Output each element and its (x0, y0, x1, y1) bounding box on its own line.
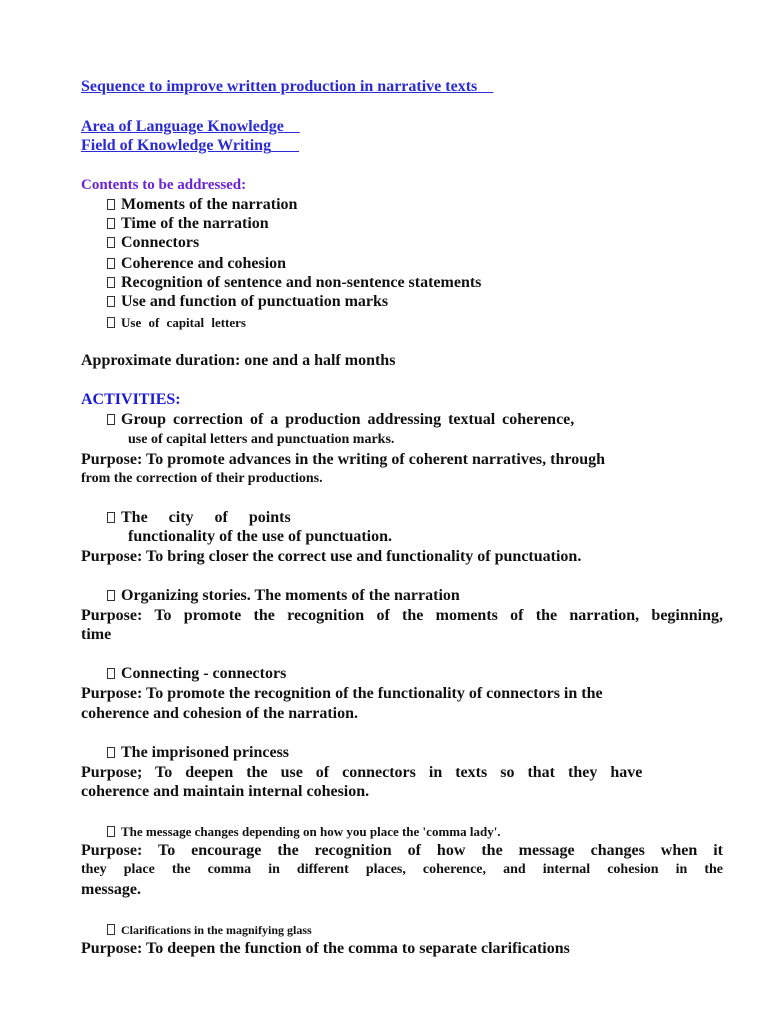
content-item: Connectors (107, 233, 199, 253)
activity-purpose: coherence and cohesion of the narration. (81, 705, 359, 722)
activity-subtitle: use of capital letters and punctuation marks. (128, 432, 395, 447)
activity-title: Connecting - connectors (107, 664, 286, 684)
content-item: Use of capital letters (107, 313, 246, 333)
activity-purpose: Purpose: To bring closer the correct use and functionality of punctuation. (81, 548, 582, 565)
activity-title: The message changes depending on how you place the 'comma lady'. (107, 822, 501, 842)
activity-title: Group correction of a production addressing textual coherence, (107, 410, 574, 430)
content-item: Moments of the narration (107, 195, 297, 215)
duration-text: Approximate duration: one and a half months (81, 352, 396, 369)
contents-heading: Contents to be addressed: (81, 177, 247, 193)
content-item: Use and function of punctuation marks (107, 292, 388, 312)
activity-title: The city of points (107, 508, 291, 528)
activity-purpose: time (81, 626, 112, 643)
activity-purpose: Purpose; To deepen the use of connectors in texts so that they have (81, 764, 643, 781)
content-item: Recognition of sentence and non-sentence statements (107, 273, 481, 293)
checkbox-icon (107, 258, 115, 269)
content-item: Coherence and cohesion (107, 254, 286, 274)
activities-heading: ACTIVITIES: (81, 391, 181, 408)
activity-title: Clarifications in the magnifying glass (107, 920, 312, 940)
activity-purpose: Purpose: To promote the recognition of the functionality of connectors in the (81, 685, 603, 702)
checkbox-icon (107, 199, 115, 210)
document-title[interactable]: Sequence to improve written production in narrative texts (81, 78, 478, 95)
checkbox-icon (107, 668, 115, 679)
activity-purpose: Purpose: To encourage the recognition of how the message changes when it (81, 842, 723, 859)
activity-title: Organizing stories. The moments of the narration (107, 586, 460, 606)
activity-purpose: from the correction of their productions. (81, 471, 323, 486)
activity-purpose: Purpose: To promote the recognition of the moments of the narration, beginning, (81, 607, 723, 624)
activity-purpose: Purpose: To deepen the function of the comma to separate clarifications (81, 940, 570, 957)
activity-subtitle: functionality of the use of punctuation. (128, 528, 393, 545)
checkbox-icon (107, 237, 115, 248)
checkbox-icon (107, 747, 115, 758)
checkbox-icon (107, 826, 115, 837)
activity-title: The imprisoned princess (107, 743, 289, 763)
checkbox-icon (107, 512, 115, 523)
checkbox-icon (107, 277, 115, 288)
area-heading[interactable]: Area of Language Knowledge (81, 118, 284, 135)
activity-purpose: coherence and maintain internal cohesion. (81, 783, 370, 800)
content-item: Time of the narration (107, 214, 269, 234)
checkbox-icon (107, 317, 115, 328)
checkbox-icon (107, 296, 115, 307)
activity-purpose: they place the comma in different places, coherence, and internal cohesion in the (81, 862, 723, 877)
checkbox-icon (107, 218, 115, 229)
field-heading[interactable]: Field of Knowledge Writing (81, 137, 272, 154)
activity-purpose: Purpose: To promote advances in the writing of coherent narratives, through (81, 451, 605, 468)
activity-purpose: message. (81, 881, 141, 898)
checkbox-icon (107, 414, 115, 425)
checkbox-icon (107, 590, 115, 601)
checkbox-icon (107, 924, 115, 935)
